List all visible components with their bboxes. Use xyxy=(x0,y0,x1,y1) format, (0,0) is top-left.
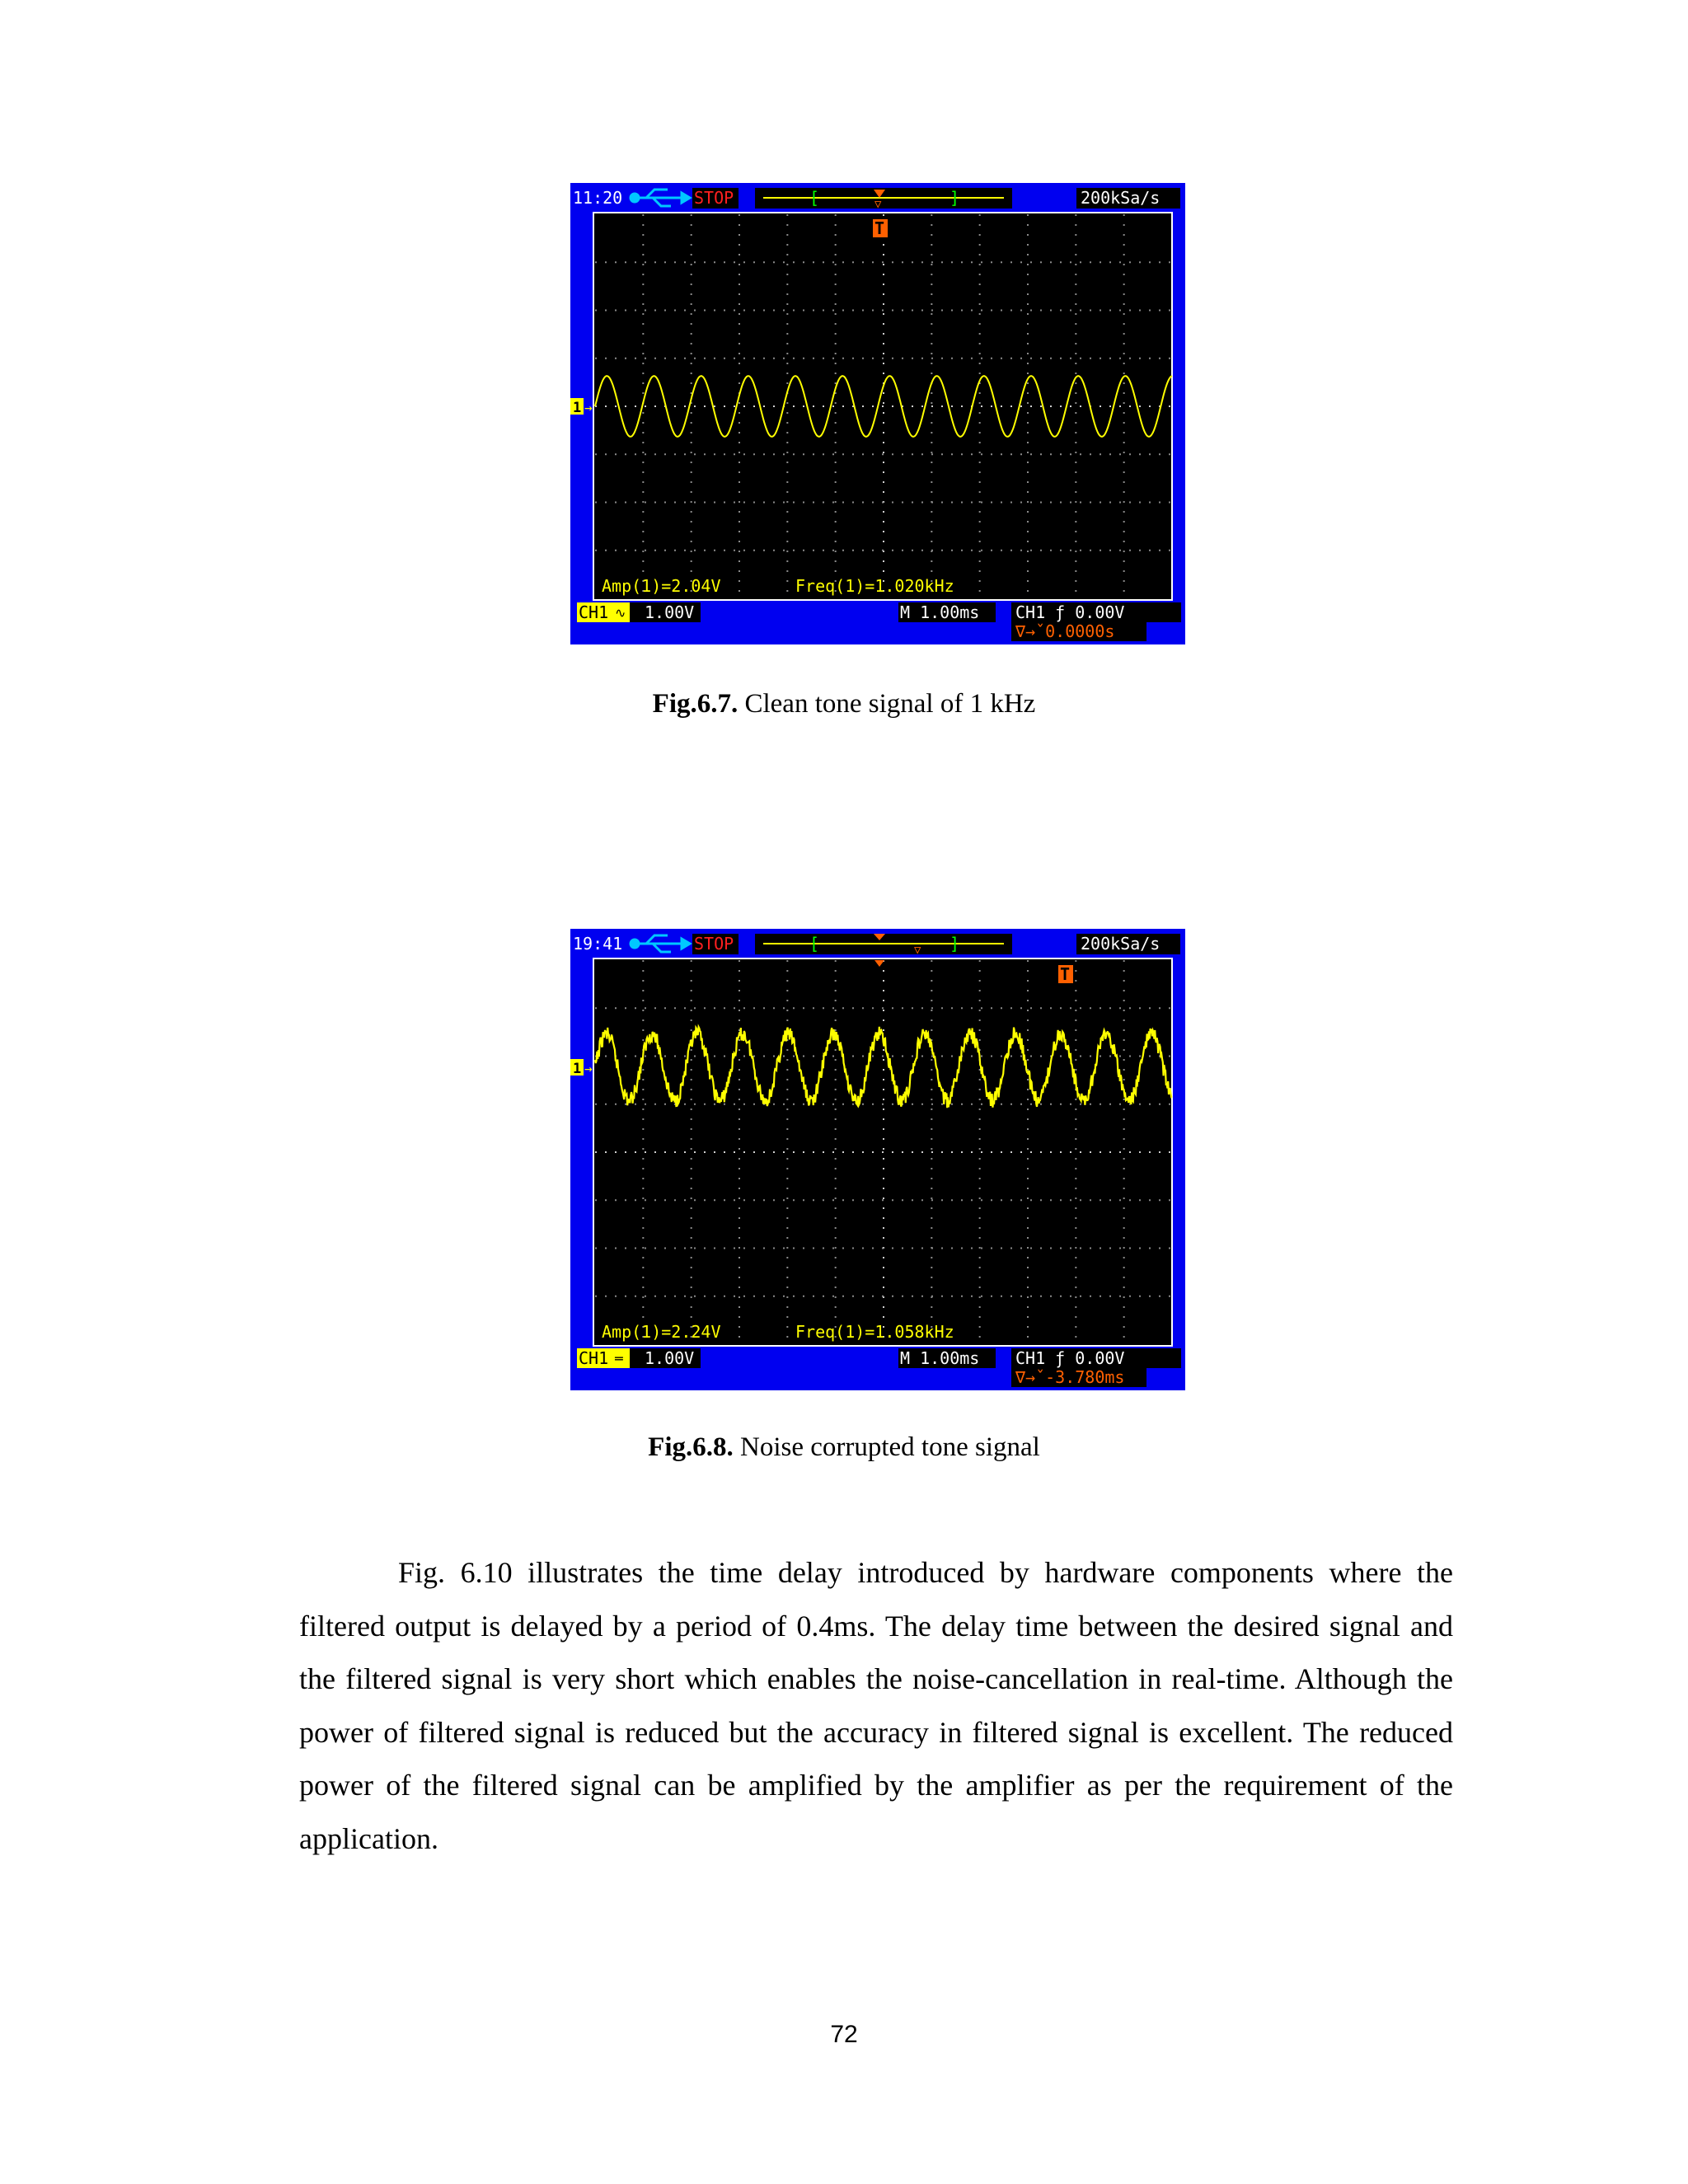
svg-text:[: [ xyxy=(809,934,820,954)
page-number: 72 xyxy=(830,2021,858,2048)
body-paragraph: Fig. 6.10 illustrates the time delay introduced by hardware components where the filtered output is delayed by a period of 0.4ms. The delay time between the desired signal and the filtered signal is very short which enables the noise-cancellation in real-time. Although the power of filtered signal is reduced but the accuracy in filtered signal is excellent. The reduced power of the filtered signal can be amplified by the amplifier as per the requirement of the application. xyxy=(299,1556,1453,1855)
run-state: STOP xyxy=(694,188,734,208)
channel-label: CH1 xyxy=(579,1348,609,1368)
caption-text: Clean tone signal of 1 kHz xyxy=(738,689,1036,719)
svg-text:]: ] xyxy=(950,934,960,954)
oscilloscope-display xyxy=(570,929,1185,1390)
sample-rate: 200kSa/s xyxy=(1081,934,1160,954)
frequency-readout: Freq(1)=1.020kHz xyxy=(795,576,954,596)
delay-readout: ∇→ˇ0.0000s xyxy=(1015,621,1115,641)
caption-text: Noise corrupted tone signal xyxy=(733,1432,1040,1462)
run-state: STOP xyxy=(694,934,734,954)
svg-text:]: ] xyxy=(950,188,960,208)
amplitude-readout: Amp(1)=2.24V xyxy=(602,1322,721,1342)
trigger-marker xyxy=(873,218,888,238)
timebase: M 1.00ms xyxy=(900,602,980,622)
sample-rate: 200kSa/s xyxy=(1081,188,1160,208)
timebase: M 1.00ms xyxy=(900,1348,980,1368)
volts-per-div: 1.00V xyxy=(645,1348,695,1368)
oscilloscope-screenshot-clean xyxy=(570,183,1185,644)
figure-caption-6-8 xyxy=(0,1432,1688,1463)
dc-coupling-icon: ═ xyxy=(615,1351,623,1366)
trigger-marker xyxy=(1058,964,1073,984)
clock-time: 19:41 xyxy=(573,934,623,954)
svg-text:T: T xyxy=(874,218,885,238)
svg-text:▽: ▽ xyxy=(874,198,882,211)
oscilloscope-display xyxy=(570,183,1185,644)
svg-text:→: → xyxy=(584,1061,593,1076)
ac-coupling-icon: ∿ xyxy=(615,605,626,621)
channel-label: CH1 xyxy=(579,602,609,622)
amplitude-readout: Amp(1)=2.04V xyxy=(602,576,721,596)
svg-text:1: 1 xyxy=(573,400,582,416)
svg-text:[: [ xyxy=(809,188,820,208)
oscilloscope-screenshot-noisy xyxy=(570,929,1185,1390)
trigger-readout: CH1 ƒ 0.00V xyxy=(1015,1348,1125,1368)
svg-text:→: → xyxy=(584,400,593,415)
clock-time: 11:20 xyxy=(573,188,623,208)
figure-caption-6-7 xyxy=(0,689,1688,719)
frequency-readout: Freq(1)=1.058kHz xyxy=(795,1322,954,1342)
caption-label: Fig.6.8. xyxy=(648,1432,734,1462)
volts-per-div: 1.00V xyxy=(645,602,695,622)
trigger-readout: CH1 ƒ 0.00V xyxy=(1015,602,1125,622)
svg-text:T: T xyxy=(1060,964,1071,984)
delay-readout: ∇→ˇ-3.780ms xyxy=(1015,1367,1125,1387)
caption-label: Fig.6.7. xyxy=(652,689,738,719)
svg-text:▽: ▽ xyxy=(914,944,921,957)
svg-text:1: 1 xyxy=(573,1061,582,1077)
